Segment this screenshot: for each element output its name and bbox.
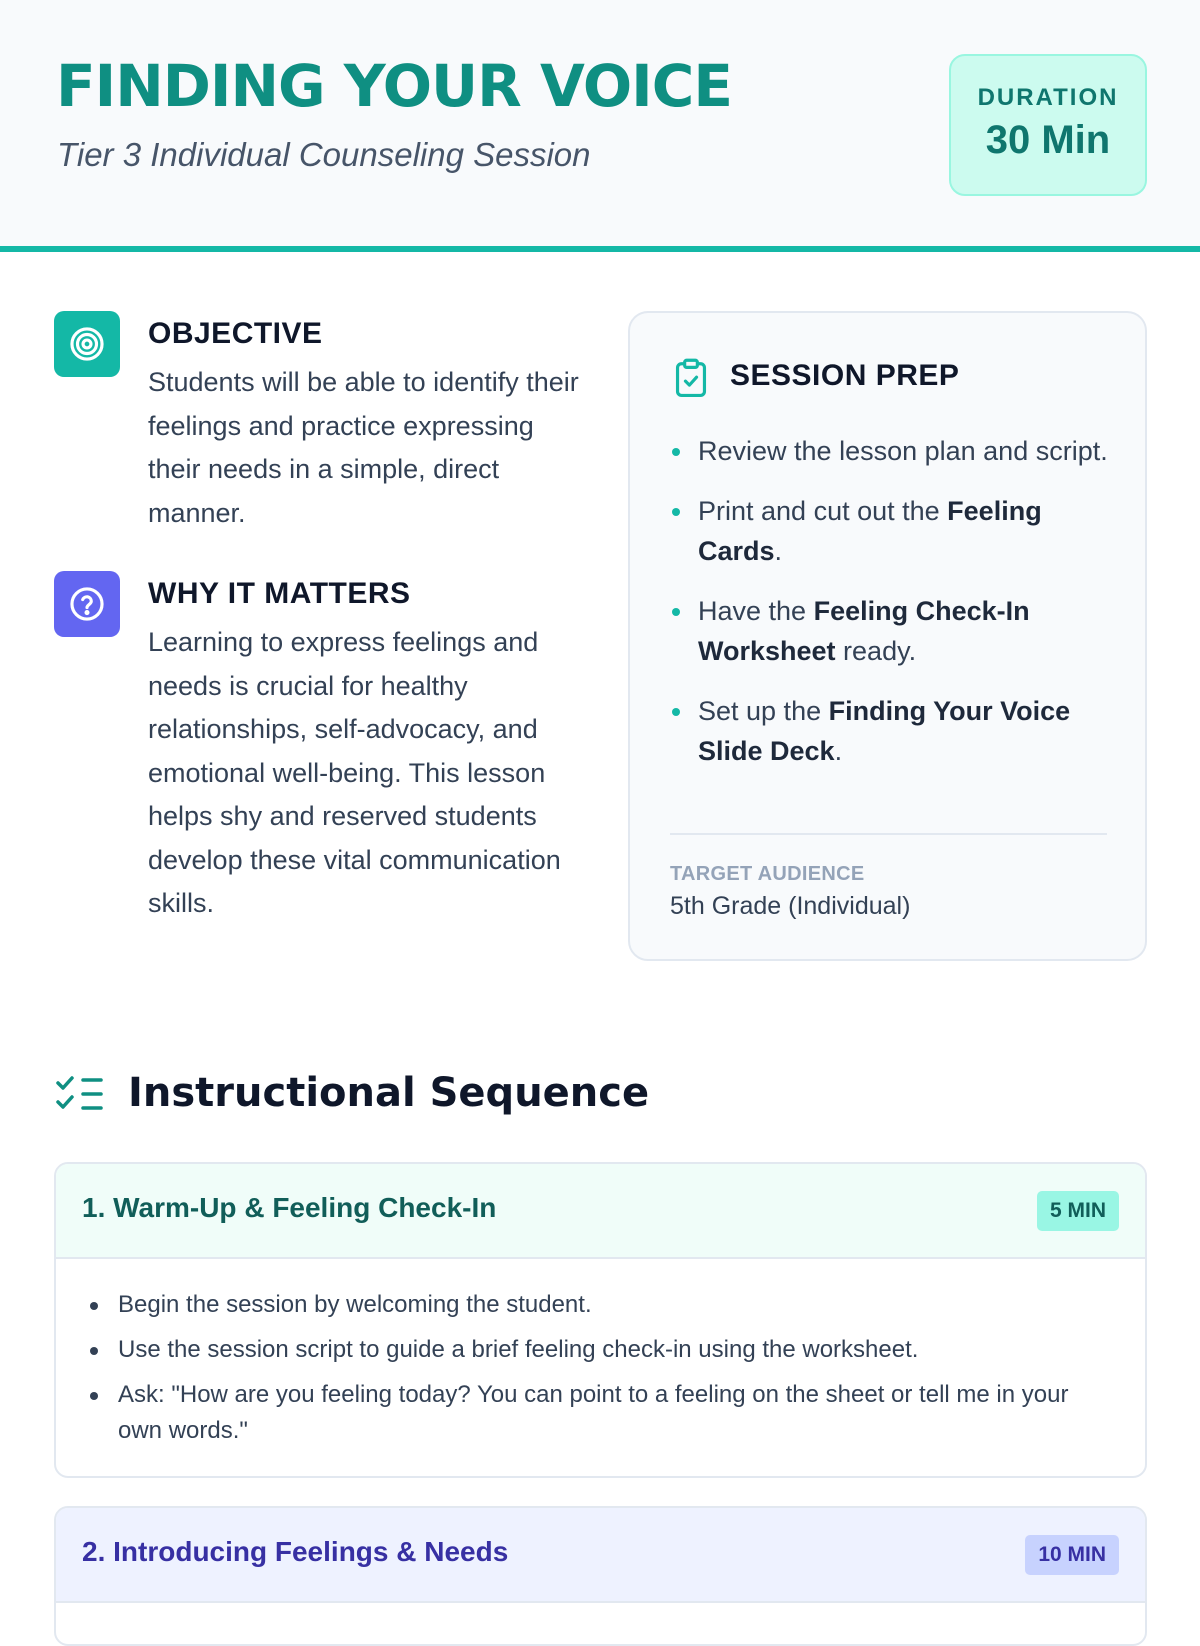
- session-prep-heading: SESSION PREP: [730, 359, 960, 392]
- page-header: [0, 0, 1200, 252]
- divider: [670, 833, 1107, 835]
- session-prep-card: [628, 311, 1147, 961]
- step-title: 2. Introducing Feelings & Needs: [82, 1536, 509, 1567]
- prep-item: Set up the Finding Your Voice Slide Deck.: [670, 691, 1110, 771]
- prep-item: Have the Feeling Check-In Worksheet ready.: [670, 591, 1110, 671]
- page-title: FINDING YOUR VOICE: [56, 52, 732, 120]
- why-it-matters-section: [54, 571, 584, 921]
- step-card: [54, 1506, 1147, 1646]
- objective-section: [54, 311, 584, 531]
- list-item: Use the session script to guide a brief feeling check-in using the worksheet.: [88, 1332, 1105, 1368]
- target-audience-label: TARGET AUDIENCE: [670, 863, 865, 885]
- prep-item: Print and cut out the Feeling Cards.: [670, 491, 1110, 571]
- session-prep-list: [670, 431, 1110, 791]
- objective-text: Students will be able to identify their feelings and practice expressing their needs in a simple, direct manner.: [148, 367, 579, 528]
- target-icon: [54, 311, 120, 377]
- step-header: [56, 1164, 1145, 1259]
- prep-item: Review the lesson plan and script.: [670, 431, 1110, 471]
- section-title: Instructional Sequence: [128, 1070, 650, 1116]
- why-text: Learning to express feelings and needs is crucial for healthy relationships, self-advocacy, and emotional well-being. This lesson helps shy and reserved students develop these vital communication skills.: [148, 627, 561, 918]
- step-card: [54, 1162, 1147, 1478]
- duration-label: DURATION: [977, 84, 1119, 111]
- list-item: Begin the session by welcoming the student.: [88, 1287, 1105, 1323]
- clipboard-check-icon: [672, 357, 710, 404]
- duration-value: 30 Min: [985, 118, 1111, 162]
- objective-heading: OBJECTIVE: [148, 317, 323, 350]
- page-subtitle: Tier 3 Individual Counseling Session: [57, 136, 591, 173]
- step-header: [56, 1508, 1145, 1603]
- step-duration-badge: 10 MIN: [1025, 1535, 1119, 1575]
- duration-badge: [949, 54, 1147, 196]
- step-bullets: [56, 1259, 1145, 1478]
- step-duration-badge: 5 MIN: [1037, 1191, 1119, 1231]
- question-icon: [54, 571, 120, 637]
- step-title: 1. Warm-Up & Feeling Check-In: [82, 1192, 497, 1223]
- target-audience-value: 5th Grade (Individual): [670, 892, 911, 920]
- list-item: Ask: "How are you feeling today? You can point to a feeling on the sheet or tell me in your own words.": [88, 1377, 1105, 1449]
- list-checks-icon: [56, 1074, 104, 1119]
- why-heading: WHY IT MATTERS: [148, 577, 411, 610]
